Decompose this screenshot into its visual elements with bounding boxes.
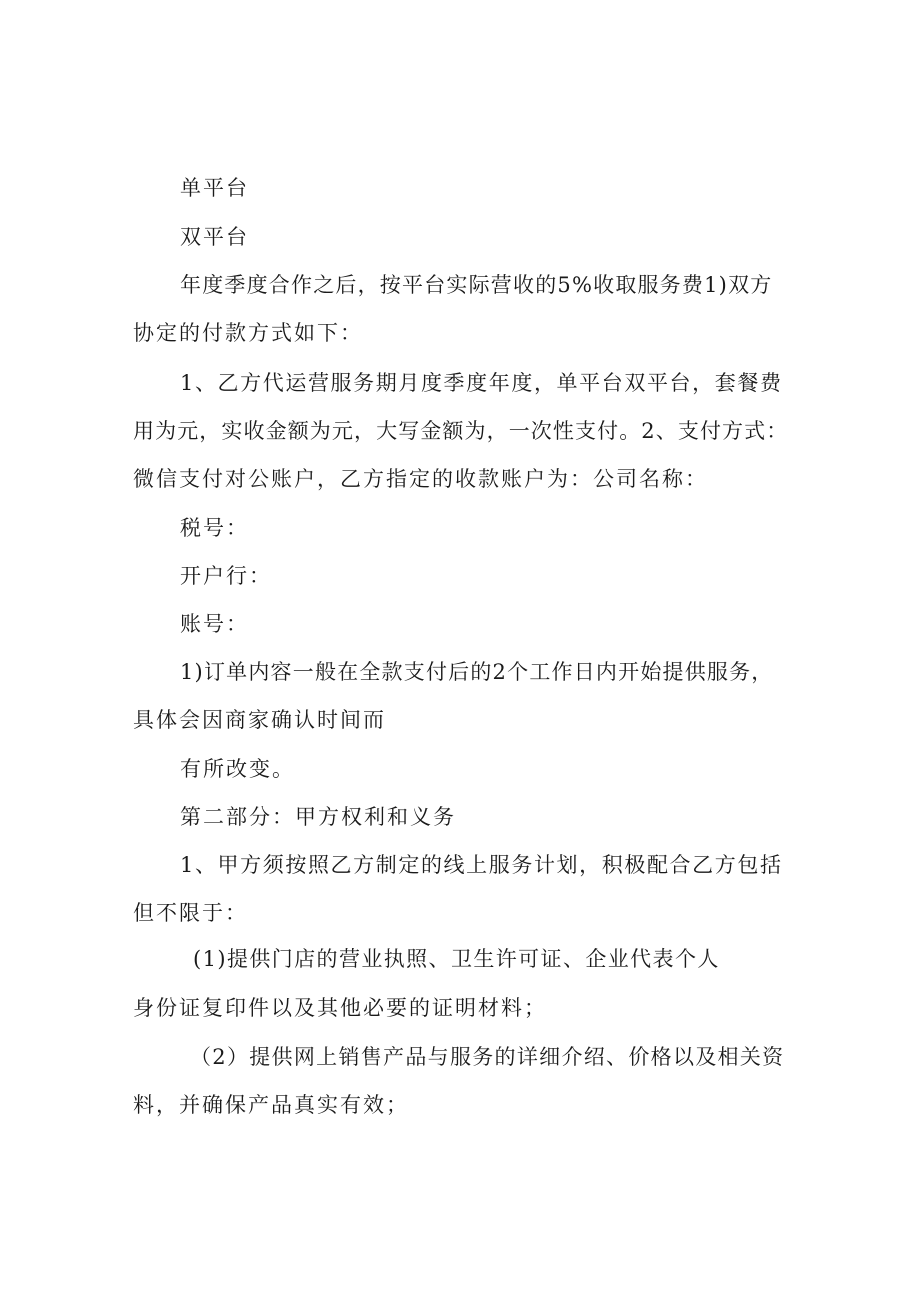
- text-line-tax-number: 税号：: [180, 516, 249, 540]
- section-heading-part-two: 第二部分：甲方权利和义务: [180, 805, 456, 829]
- text-line-merchant-confirm: 具体会因商家确认时间而: [133, 708, 386, 732]
- text-line-item-1-license: (1)提供门店的营业执照、卫生许可证、企业代表个人: [193, 947, 720, 971]
- text-line-annual-service-fee: 年度季度合作之后，按平台实际营收的5%收取服务费1)双方: [180, 273, 773, 297]
- text-line-order-start: 1)订单内容一般在全款支付后的2个工作日内开始提供服务，: [180, 660, 774, 684]
- text-line-dual-platform: 双平台: [180, 225, 249, 249]
- text-line-payment-method-intro: 协定的付款方式如下：: [133, 321, 363, 345]
- text-line-not-limited: 但不限于：: [133, 901, 248, 925]
- text-line-id-copy: 身份证复印件以及其他必要的证明材料；: [133, 996, 547, 1020]
- text-line-service-period: 1、乙方代运营服务期月度季度年度，单平台双平台，套餐费: [180, 371, 783, 395]
- text-line-products-valid: 料，并确保产品真实有效；: [133, 1093, 409, 1117]
- text-line-account-number: 账号：: [180, 612, 249, 636]
- text-line-party-a-cooperate: 1、甲方须按照乙方制定的线上服务计划，积极配合乙方包括: [180, 853, 783, 877]
- text-line-receiving-account: 微信支付对公账户，乙方指定的收款账户为：公司名称：: [133, 467, 708, 491]
- text-line-item-2-products: （2）提供网上销售产品与服务的详细介绍、价格以及相关资: [190, 1045, 785, 1069]
- text-line-subject-to-change: 有所改变。: [180, 757, 295, 781]
- text-line-amount-payment: 用为元，实收金额为元，大写金额为，一次性支付。2、支付方式：: [133, 419, 789, 443]
- text-line-bank: 开户行：: [180, 564, 272, 588]
- text-line-single-platform: 单平台: [180, 176, 249, 200]
